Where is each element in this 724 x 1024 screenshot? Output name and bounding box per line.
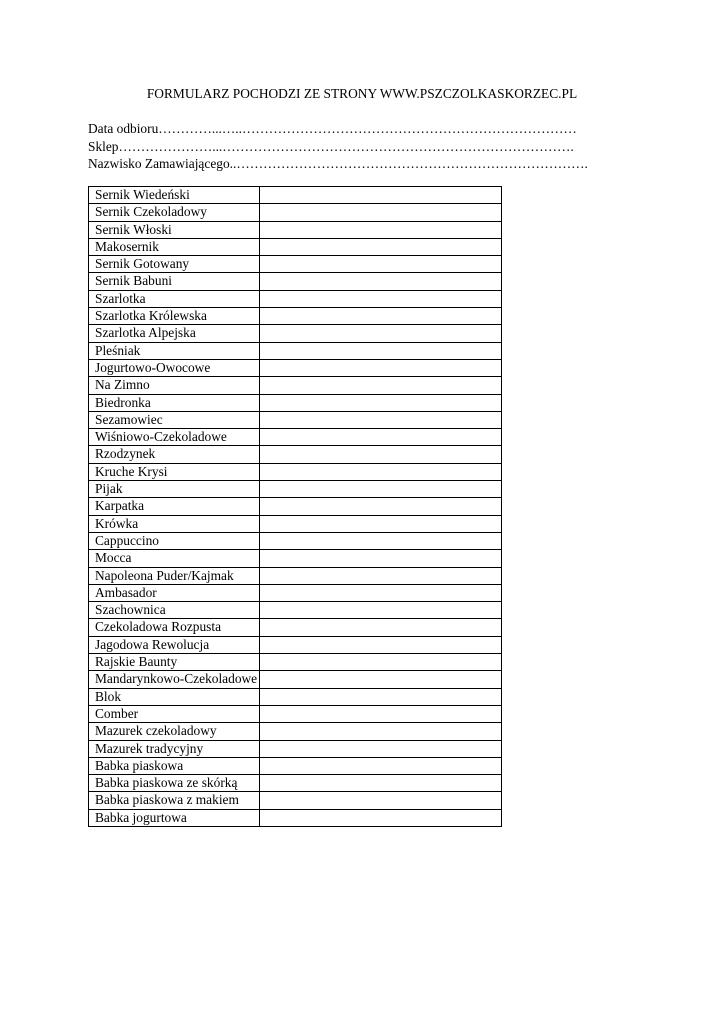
table-row bbox=[89, 688, 502, 705]
product-name-cell: Szachownica bbox=[89, 602, 260, 619]
table-row bbox=[89, 463, 502, 480]
table-row bbox=[89, 377, 502, 394]
quantity-entry-cell[interactable] bbox=[260, 532, 502, 549]
product-name-cell: Babka piaskowa bbox=[89, 757, 260, 774]
product-rows bbox=[89, 187, 502, 827]
table-row bbox=[89, 325, 502, 342]
quantity-entry-cell[interactable] bbox=[260, 238, 502, 255]
product-name-cell: Pijak bbox=[89, 481, 260, 498]
quantity-entry-cell[interactable] bbox=[260, 187, 502, 204]
product-name-cell: Sernik Czekoladowy bbox=[89, 204, 260, 221]
table-row bbox=[89, 602, 502, 619]
table-row bbox=[89, 757, 502, 774]
quantity-entry-cell[interactable] bbox=[260, 221, 502, 238]
quantity-entry-cell[interactable] bbox=[260, 342, 502, 359]
quantity-entry-cell[interactable] bbox=[260, 204, 502, 221]
product-name-cell: Mocca bbox=[89, 550, 260, 567]
quantity-entry-cell[interactable] bbox=[260, 463, 502, 480]
product-name-cell: Sernik Gotowany bbox=[89, 256, 260, 273]
table-row bbox=[89, 775, 502, 792]
product-name-cell: Mazurek tradycyjny bbox=[89, 740, 260, 757]
product-name-cell: Makosernik bbox=[89, 238, 260, 255]
product-name-cell: Mandarynkowo-Czekoladowe bbox=[89, 671, 260, 688]
product-name-cell: Cappuccino bbox=[89, 532, 260, 549]
table-row bbox=[89, 740, 502, 757]
product-name-cell: Mazurek czekoladowy bbox=[89, 723, 260, 740]
quantity-entry-cell[interactable] bbox=[260, 394, 502, 411]
quantity-entry-cell[interactable] bbox=[260, 377, 502, 394]
product-name-cell: Sezamowiec bbox=[89, 411, 260, 428]
product-name-cell: Babka piaskowa ze skórką bbox=[89, 775, 260, 792]
customer-name-field[interactable]: Nazwisko Zamawiającego..……………………………………………………………………. bbox=[88, 156, 588, 171]
product-name-cell: Krówka bbox=[89, 515, 260, 532]
product-name-cell: Szarlotka Królewska bbox=[89, 308, 260, 325]
table-row bbox=[89, 481, 502, 498]
table-row bbox=[89, 359, 502, 376]
table-row bbox=[89, 636, 502, 653]
order-fields bbox=[88, 120, 588, 173]
quantity-entry-cell[interactable] bbox=[260, 723, 502, 740]
table-row bbox=[89, 221, 502, 238]
product-name-cell: Wiśniowo-Czekoladowe bbox=[89, 429, 260, 446]
table-row bbox=[89, 654, 502, 671]
product-name-cell: Ambasador bbox=[89, 584, 260, 601]
product-name-cell: Babka piaskowa z makiem bbox=[89, 792, 260, 809]
quantity-entry-cell[interactable] bbox=[260, 671, 502, 688]
product-name-cell: Karpatka bbox=[89, 498, 260, 515]
product-name-cell: Na Zimno bbox=[89, 377, 260, 394]
quantity-entry-cell[interactable] bbox=[260, 411, 502, 428]
table-row bbox=[89, 290, 502, 307]
table-row bbox=[89, 446, 502, 463]
quantity-entry-cell[interactable] bbox=[260, 515, 502, 532]
table-row bbox=[89, 584, 502, 601]
quantity-entry-cell[interactable] bbox=[260, 446, 502, 463]
pickup-date-field[interactable]: Data odbioru…………...…..………………………………………………………………… bbox=[88, 121, 577, 136]
product-name-cell: Czekoladowa Rozpusta bbox=[89, 619, 260, 636]
quantity-entry-cell[interactable] bbox=[260, 602, 502, 619]
product-name-cell: Babka jogurtowa bbox=[89, 809, 260, 826]
product-name-cell: Kruche Krysi bbox=[89, 463, 260, 480]
quantity-entry-cell[interactable] bbox=[260, 290, 502, 307]
table-row bbox=[89, 550, 502, 567]
quantity-entry-cell[interactable] bbox=[260, 550, 502, 567]
quantity-entry-cell[interactable] bbox=[260, 308, 502, 325]
quantity-entry-cell[interactable] bbox=[260, 688, 502, 705]
product-name-cell: Biedronka bbox=[89, 394, 260, 411]
table-row bbox=[89, 308, 502, 325]
table-row bbox=[89, 498, 502, 515]
quantity-entry-cell[interactable] bbox=[260, 636, 502, 653]
table-row bbox=[89, 567, 502, 584]
table-row bbox=[89, 273, 502, 290]
quantity-entry-cell[interactable] bbox=[260, 498, 502, 515]
product-name-cell: Szarlotka Alpejska bbox=[89, 325, 260, 342]
quantity-entry-cell[interactable] bbox=[260, 567, 502, 584]
table-row bbox=[89, 671, 502, 688]
product-name-cell: Napoleona Puder/Kajmak bbox=[89, 567, 260, 584]
quantity-entry-cell[interactable] bbox=[260, 273, 502, 290]
product-name-cell: Rzodzynek bbox=[89, 446, 260, 463]
product-name-cell: Sernik Włoski bbox=[89, 221, 260, 238]
table-row bbox=[89, 256, 502, 273]
quantity-entry-cell[interactable] bbox=[260, 619, 502, 636]
quantity-entry-cell[interactable] bbox=[260, 809, 502, 826]
table-row bbox=[89, 619, 502, 636]
quantity-entry-cell[interactable] bbox=[260, 429, 502, 446]
shop-field[interactable]: Sklep…………………...……………………………………………………………………. bbox=[88, 138, 574, 154]
quantity-entry-cell[interactable] bbox=[260, 705, 502, 722]
quantity-entry-cell[interactable] bbox=[260, 325, 502, 342]
product-name-cell: Szarlotka bbox=[89, 290, 260, 307]
table-row bbox=[89, 515, 502, 532]
product-name-cell: Jagodowa Rewolucja bbox=[89, 636, 260, 653]
quantity-entry-cell[interactable] bbox=[260, 775, 502, 792]
quantity-entry-cell[interactable] bbox=[260, 740, 502, 757]
quantity-entry-cell[interactable] bbox=[260, 481, 502, 498]
product-name-cell: Blok bbox=[89, 688, 260, 705]
product-name-cell: Rajskie Baunty bbox=[89, 654, 260, 671]
table-row bbox=[89, 411, 502, 428]
table-row bbox=[89, 705, 502, 722]
quantity-entry-cell[interactable] bbox=[260, 757, 502, 774]
quantity-entry-cell[interactable] bbox=[260, 792, 502, 809]
quantity-entry-cell[interactable] bbox=[260, 654, 502, 671]
product-order-table bbox=[88, 186, 502, 827]
product-name-cell: Sernik Wiedeński bbox=[89, 187, 260, 204]
table-row bbox=[89, 342, 502, 359]
product-name-cell: Pleśniak bbox=[89, 342, 260, 359]
page-title: FORMULARZ POCHODZI ZE STRONY WWW.PSZCZOLKASKORZEC.PL bbox=[146, 86, 578, 101]
table-row bbox=[89, 394, 502, 411]
table-row bbox=[89, 429, 502, 446]
table-row bbox=[89, 187, 502, 204]
table-row bbox=[89, 809, 502, 826]
table-row bbox=[89, 238, 502, 255]
product-name-cell: Sernik Babuni bbox=[89, 273, 260, 290]
product-name-cell: Jogurtowo-Owocowe bbox=[89, 359, 260, 376]
quantity-entry-cell[interactable] bbox=[260, 359, 502, 376]
table-row bbox=[89, 723, 502, 740]
table-row bbox=[89, 204, 502, 221]
table-row bbox=[89, 792, 502, 809]
product-name-cell: Comber bbox=[89, 705, 260, 722]
quantity-entry-cell[interactable] bbox=[260, 584, 502, 601]
quantity-entry-cell[interactable] bbox=[260, 256, 502, 273]
table-row bbox=[89, 532, 502, 549]
